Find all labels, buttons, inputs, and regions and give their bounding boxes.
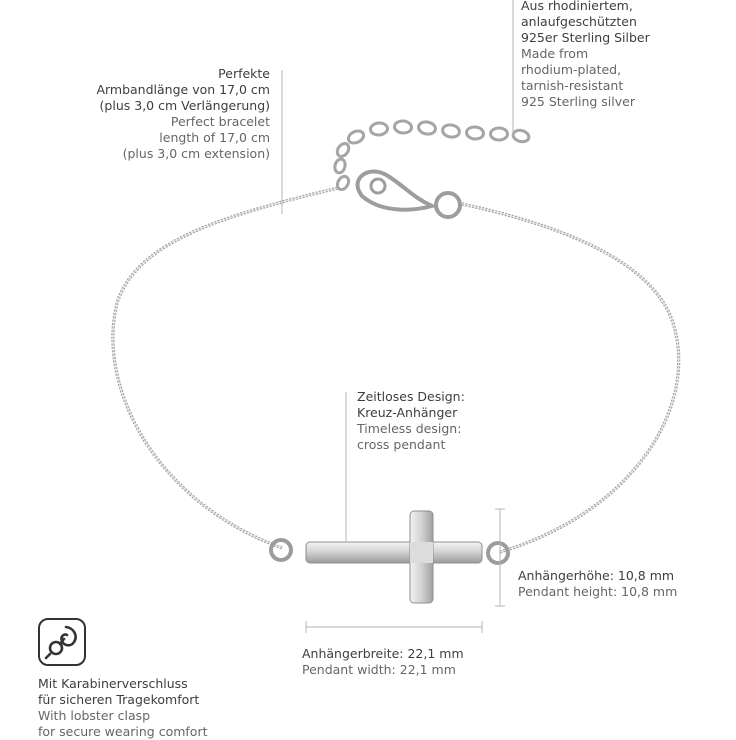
material-annotation xyxy=(521,0,650,110)
chain-left xyxy=(113,188,338,548)
height-de: Anhängerhöhe: 10,8 mm xyxy=(518,568,675,583)
length-de-line-2: Armbandlänge von 17,0 cm xyxy=(96,82,270,97)
design-de-line-1: Zeitloses Design: xyxy=(357,389,465,404)
bracelet-length-annotation xyxy=(96,66,270,162)
width-de: Anhängerbreite: 22,1 mm xyxy=(302,646,464,661)
material-de-line-1: Aus rhodiniertem, xyxy=(521,0,633,13)
length-en-line-1: Perfect bracelet xyxy=(170,114,270,129)
material-de-line-2: anlaufgeschützten xyxy=(521,14,637,29)
chain-right xyxy=(462,204,679,552)
height-en: Pendant height: 10,8 mm xyxy=(518,584,678,599)
lobster-clasp-icon xyxy=(38,618,86,666)
length-de-line-3: (plus 3,0 cm Verlängerung) xyxy=(99,98,270,113)
leader-lines xyxy=(282,0,513,633)
length-en-line-3: (plus 3,0 cm extension) xyxy=(122,146,270,161)
jump-ring-left xyxy=(271,540,291,560)
design-de-line-2: Kreuz-Anhänger xyxy=(357,405,458,420)
cross-pendant xyxy=(306,511,482,603)
design-annotation xyxy=(357,389,465,453)
material-de-line-3: 925er Sterling Silber xyxy=(521,30,650,45)
pendant-width-annotation xyxy=(302,646,464,678)
clasp-annotation xyxy=(38,676,208,740)
material-en-line-3: tarnish-resistant xyxy=(521,78,624,93)
material-en-line-1: Made from xyxy=(521,46,589,61)
length-en-line-2: length of 17,0 cm xyxy=(159,130,270,145)
clasp-en-line-2: for secure wearing comfort xyxy=(38,724,208,739)
clasp-en-line-1: With lobster clasp xyxy=(38,708,151,723)
length-de-line-1: Perfekte xyxy=(218,66,270,81)
design-en-line-2: cross pendant xyxy=(357,437,446,452)
design-en-line-1: Timeless design: xyxy=(357,421,462,436)
lobster-clasp xyxy=(358,172,460,217)
extension-chain xyxy=(333,120,530,191)
pendant-height-annotation xyxy=(518,568,677,600)
material-en-line-4: 925 Sterling silver xyxy=(521,94,635,109)
width-en: Pendant width: 22,1 mm xyxy=(302,662,456,677)
jump-ring-right xyxy=(488,543,508,563)
clasp-de-line-1: Mit Karabinerverschluss xyxy=(38,676,188,691)
material-en-line-2: rhodium-plated, xyxy=(521,62,622,77)
clasp-de-line-2: für sicheren Tragekomfort xyxy=(38,692,200,707)
